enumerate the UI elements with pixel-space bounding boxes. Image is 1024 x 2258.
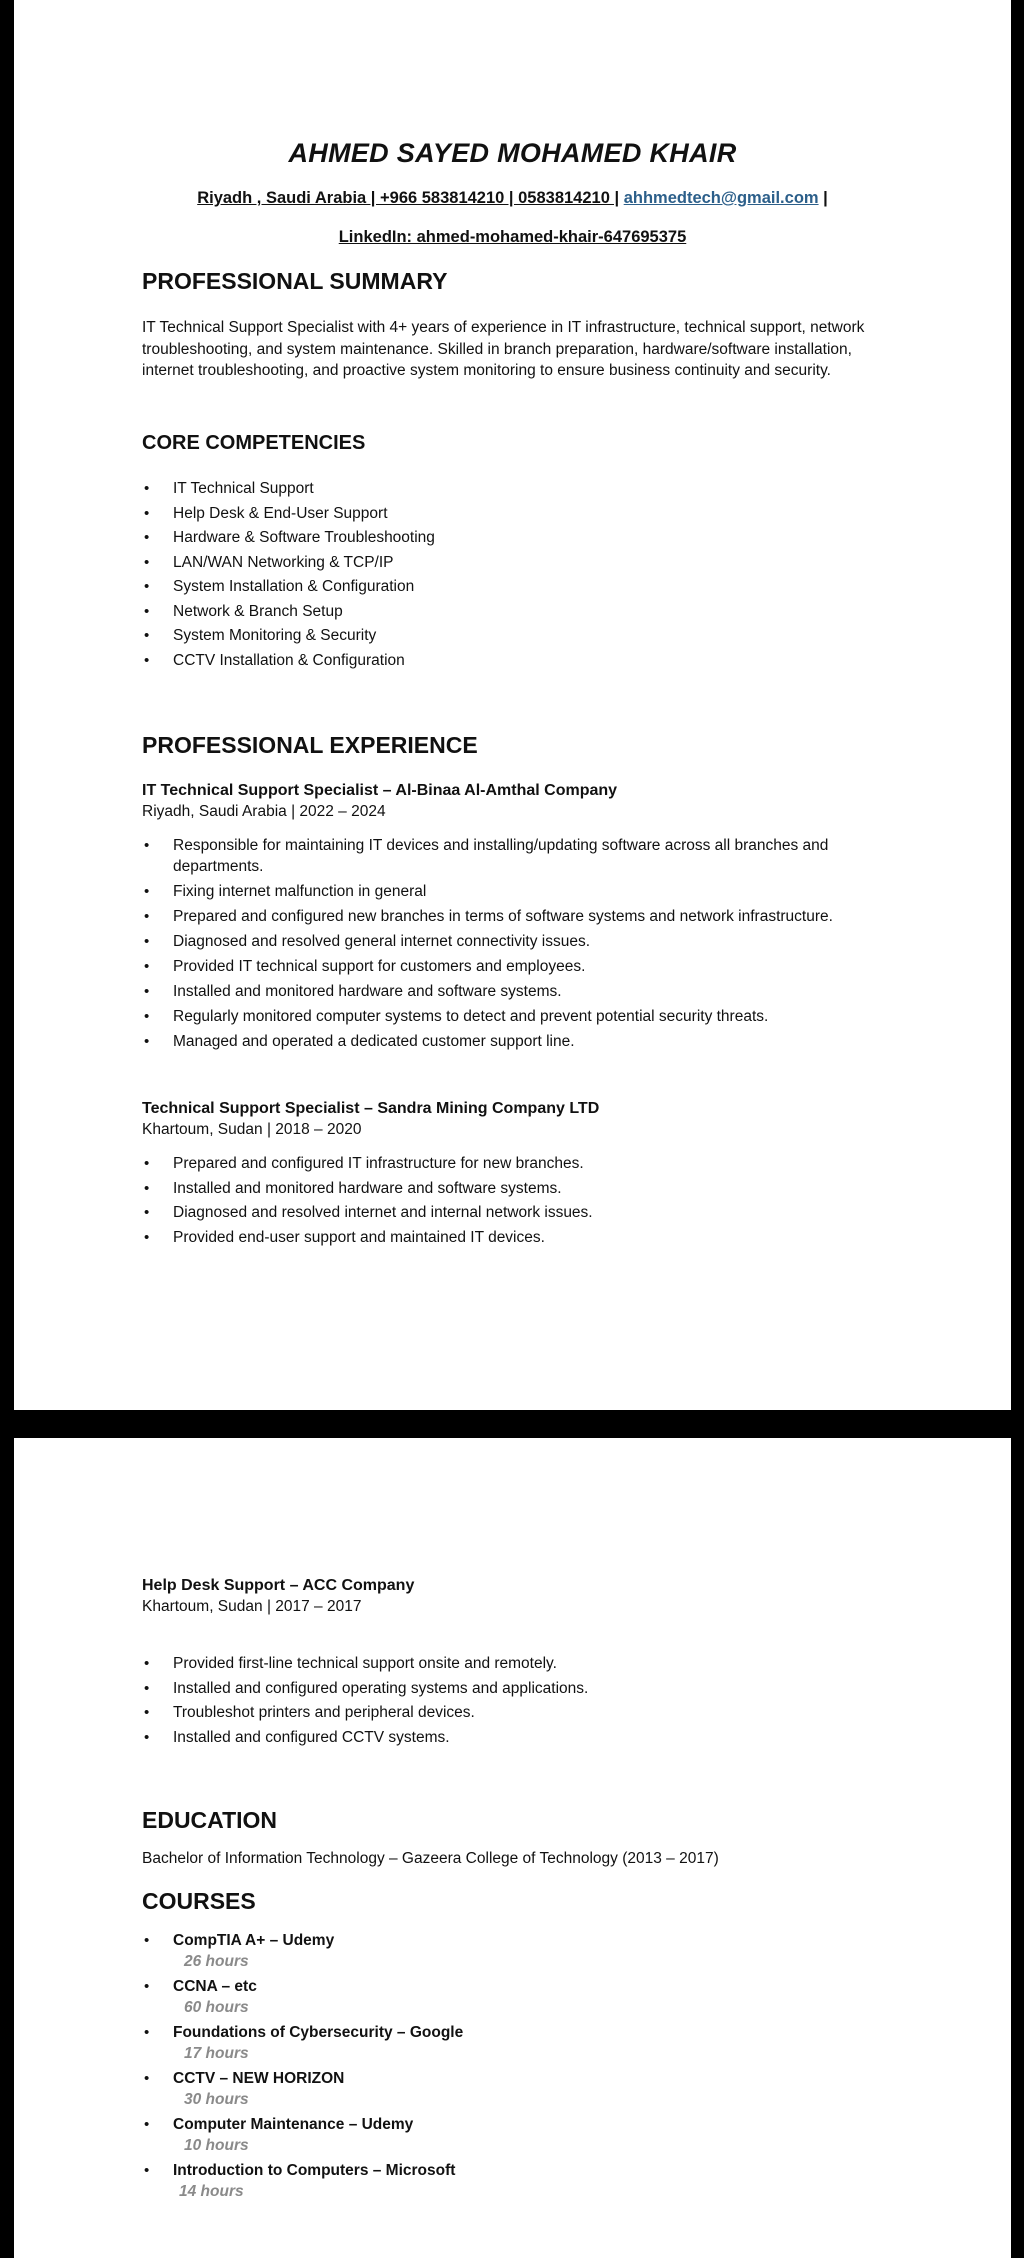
list-item: • Regularly monitored computer systems to detect and prevent potential security threats. [142,1006,902,1027]
candidate-name: AHMED SAYED MOHAMED KHAIR [288,138,737,168]
list-item: • IT Technical Support [142,477,902,502]
list-item [142,1976,902,2018]
course-name: • CCNA – etc [173,1978,257,1995]
list-item: • Installed and configured operating systems and applications. [142,1678,902,1699]
course-hours: 26 hours [184,1953,249,1970]
education-entry: Bachelor of Information Technology – Gazeera College of Technology (2013 – 2017) [142,1850,719,1867]
education-heading: EDUCATION [142,1807,278,1833]
resume-page-2 [14,1438,1011,2258]
contact-line [14,189,1011,208]
list-item: • System Installation & Configuration [142,575,902,600]
list-item: • Diagnosed and resolved internet and internal network issues. [142,1202,902,1223]
list-item [142,2160,902,2202]
job-bullets [142,1153,902,1251]
job-bullets [142,835,902,1056]
list-item [142,2114,902,2156]
list-item: • Installed and monitored hardware and software systems. [142,981,902,1002]
course-hours: 30 hours [184,2091,249,2108]
job-title: Help Desk Support – ACC Company [142,1577,415,1594]
job-meta: Khartoum, Sudan | 2017 – 2017 [142,1598,362,1615]
courses-list [142,1930,902,2206]
list-item: • CCTV Installation & Configuration [142,649,902,674]
list-item: • Prepared and configured IT infrastructure for new branches. [142,1153,902,1174]
list-item: • Provided IT technical support for customers and employees. [142,956,902,977]
job-bullets [142,1653,902,1751]
course-hours: 17 hours [184,2045,249,2062]
contact-end: | [823,189,828,207]
list-item [142,2068,902,2110]
summary-text: IT Technical Support Specialist with 4+ years of experience in IT infrastructure, technical support, network troubleshooting, and system maintenance. Skilled in branch preparation, hardware/software installation, internet troubleshooting, and proactive system monitoring to ensure business continuity and security. [142,319,865,379]
list-item: • Provided end-user support and maintained IT devices. [142,1227,902,1248]
course-name: • CompTIA A+ – Udemy [173,1932,335,1949]
list-item: • Troubleshot printers and peripheral devices. [142,1702,902,1723]
courses-heading: COURSES [142,1888,256,1914]
course-hours: 10 hours [184,2137,249,2154]
list-item: • Prepared and configured new branches in terms of software systems and network infrastructure. [142,906,902,927]
course-name: • Computer Maintenance – Udemy [173,2116,414,2133]
list-item: • Help Desk & End-User Support [142,502,902,527]
email-link[interactable]: ahhmedtech@gmail.com [623,189,819,207]
course-name: • CCTV – NEW HORIZON [173,2070,345,2087]
list-item: • Diagnosed and resolved general internet connectivity issues. [142,931,902,952]
list-item: • Fixing internet malfunction in general [142,881,902,902]
list-item: • Installed and configured CCTV systems. [142,1727,902,1748]
course-hours: 60 hours [184,1999,249,2016]
list-item: • Responsible for maintaining IT devices and installing/updating software across all branches and departments. [142,835,902,877]
competencies-list [142,477,902,673]
contact-details: Riyadh , Saudi Arabia | +966 583814210 | 0583814210 | [197,189,620,207]
list-item: • LAN/WAN Networking & TCP/IP [142,551,902,576]
list-item [142,1930,902,1972]
list-item [142,2022,902,2064]
job-meta: Khartoum, Sudan | 2018 – 2020 [142,1121,362,1138]
course-hours: 14 hours [179,2183,244,2200]
linkedin-link[interactable]: LinkedIn: ahmed-mohamed-khair-647695375 [338,228,687,246]
course-name: • Foundations of Cybersecurity – Google [173,2024,464,2041]
course-name: • Introduction to Computers – Microsoft [173,2162,456,2179]
list-item: • Network & Branch Setup [142,600,902,625]
job-title: IT Technical Support Specialist – Al-Binaa Al-Amthal Company [142,782,618,799]
experience-heading: PROFESSIONAL EXPERIENCE [142,732,478,758]
list-item: • System Monitoring & Security [142,624,902,649]
list-item: • Managed and operated a dedicated customer support line. [142,1031,902,1052]
list-item: • Hardware & Software Troubleshooting [142,526,902,551]
job-title: Technical Support Specialist – Sandra Mining Company LTD [142,1100,600,1117]
job-meta: Riyadh, Saudi Arabia | 2022 – 2024 [142,803,386,820]
list-item: • Provided first-line technical support onsite and remotely. [142,1653,902,1674]
list-item: • Installed and monitored hardware and software systems. [142,1178,902,1199]
competencies-heading: CORE COMPETENCIES [142,432,366,454]
resume-page-1 [14,0,1011,1410]
summary-heading: PROFESSIONAL SUMMARY [142,268,448,294]
